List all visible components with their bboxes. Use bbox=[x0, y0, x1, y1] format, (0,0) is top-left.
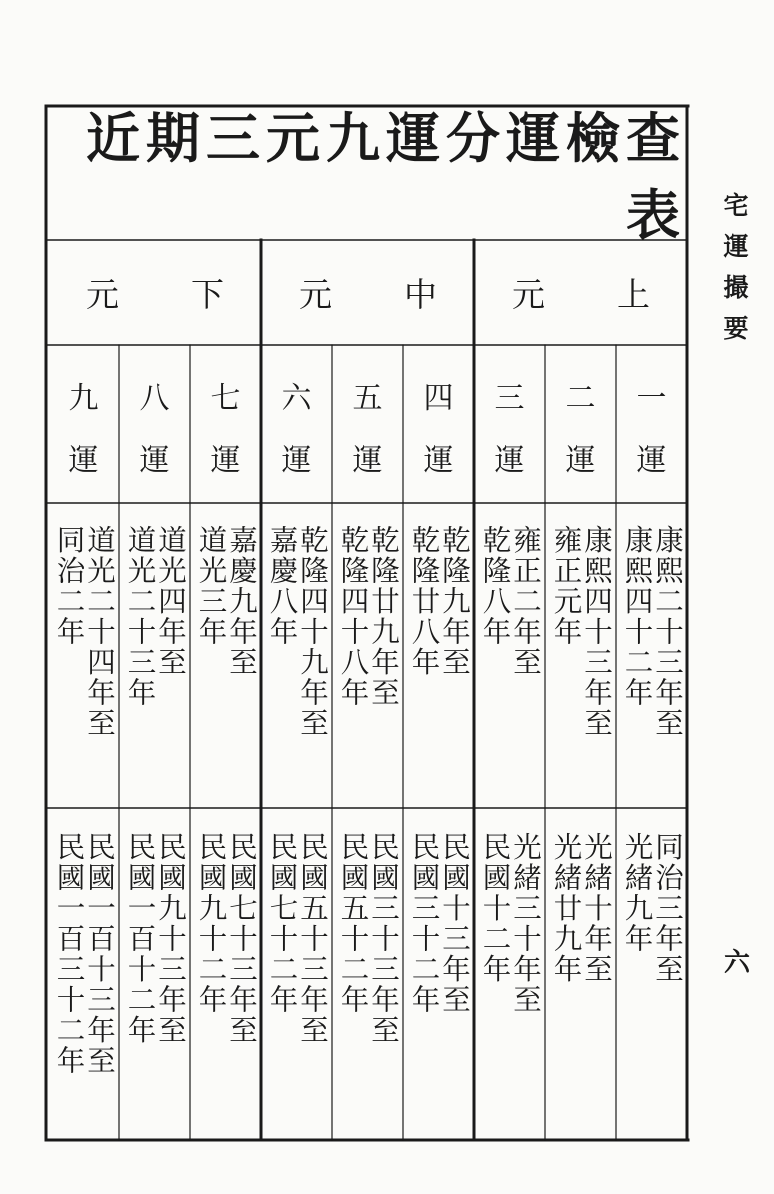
year-start: 嘉慶九年至 bbox=[225, 525, 258, 678]
year-start: 光緒三十年至 bbox=[509, 832, 542, 1015]
years-first-8 bbox=[119, 525, 190, 708]
era-upper-name: 上 bbox=[617, 275, 650, 314]
era-middle-name: 中 bbox=[404, 275, 437, 314]
years-second-1 bbox=[616, 832, 687, 985]
era-lower bbox=[48, 240, 262, 345]
yun-header-5 bbox=[332, 345, 403, 503]
yun-number: 四 bbox=[423, 381, 454, 416]
yun-header-4 bbox=[403, 345, 474, 503]
year-start: 道光四年至 bbox=[154, 525, 187, 678]
years-second-2 bbox=[545, 832, 616, 985]
year-start: 民國九十三年至 bbox=[154, 832, 187, 1046]
yun-label: 運 bbox=[352, 443, 383, 478]
year-end: 光緒廿九年 bbox=[549, 832, 583, 985]
yun-header-8 bbox=[119, 345, 190, 503]
yun-number: 八 bbox=[139, 381, 170, 416]
year-end: 道光三年 bbox=[194, 525, 228, 647]
years-first-9 bbox=[48, 525, 119, 739]
yun-label: 運 bbox=[210, 443, 241, 478]
year-end: 乾隆四十八年 bbox=[336, 525, 370, 708]
year-start: 民國一百十三年至 bbox=[83, 832, 116, 1076]
years-second-8 bbox=[119, 832, 190, 1046]
year-start: 道光二十四年至 bbox=[83, 525, 116, 739]
years-second-6 bbox=[261, 832, 332, 1046]
yun-number: 五 bbox=[352, 381, 383, 416]
yun-number: 一 bbox=[636, 381, 667, 416]
year-end: 民國三十二年 bbox=[407, 832, 441, 1015]
year-end: 雍正元年 bbox=[549, 525, 583, 647]
yun-label: 運 bbox=[565, 443, 596, 478]
side-title: 宅運撮要 bbox=[720, 192, 749, 356]
year-start: 光緒十年至 bbox=[580, 832, 613, 985]
yun-header-2 bbox=[545, 345, 616, 503]
era-lower-suffix: 元 bbox=[86, 275, 119, 314]
year-start: 雍正二年至 bbox=[509, 525, 542, 678]
era-upper bbox=[474, 240, 688, 345]
yun-label: 運 bbox=[636, 443, 667, 478]
yun-header-3 bbox=[474, 345, 545, 503]
year-end: 民國七十二年 bbox=[265, 832, 299, 1015]
year-end: 乾隆廿八年 bbox=[407, 525, 441, 678]
era-upper-suffix: 元 bbox=[512, 275, 545, 314]
year-start: 民國五十三年至 bbox=[296, 832, 329, 1046]
era-middle-suffix: 元 bbox=[299, 275, 332, 314]
yun-label: 運 bbox=[139, 443, 170, 478]
year-start: 康熙二十三年至 bbox=[651, 525, 684, 739]
year-end: 光緒九年 bbox=[620, 832, 654, 954]
yun-number: 七 bbox=[210, 381, 241, 416]
yun-number: 九 bbox=[68, 381, 99, 416]
year-end: 民國十二年 bbox=[478, 832, 512, 985]
year-end: 民國一百十二年 bbox=[123, 832, 157, 1046]
yun-label: 運 bbox=[281, 443, 312, 478]
yun-header-7 bbox=[190, 345, 261, 503]
years-second-4 bbox=[403, 832, 474, 1015]
yun-header-1 bbox=[616, 345, 687, 503]
yun-label: 運 bbox=[68, 443, 99, 478]
year-end: 同治二年 bbox=[52, 525, 86, 647]
years-second-7 bbox=[190, 832, 261, 1046]
year-start: 乾隆九年至 bbox=[438, 525, 471, 678]
years-first-1 bbox=[616, 525, 687, 739]
table-title: 近期三元九運分運檢查表 bbox=[86, 106, 686, 247]
year-start: 同治三年至 bbox=[651, 832, 684, 985]
year-end: 民國五十二年 bbox=[336, 832, 370, 1015]
year-end: 乾隆八年 bbox=[478, 525, 512, 647]
year-end: 道光二十三年 bbox=[123, 525, 157, 708]
yun-header-6 bbox=[261, 345, 332, 503]
year-start: 康熙四十三年至 bbox=[580, 525, 613, 739]
year-start: 乾隆四十九年至 bbox=[296, 525, 329, 739]
years-first-7 bbox=[190, 525, 261, 678]
year-end: 嘉慶八年 bbox=[265, 525, 299, 647]
year-start: 乾隆廿九年至 bbox=[367, 525, 400, 708]
yun-header-9 bbox=[48, 345, 119, 503]
yun-number: 二 bbox=[565, 381, 596, 416]
yun-label: 運 bbox=[494, 443, 525, 478]
year-end: 民國九十二年 bbox=[194, 832, 228, 1015]
years-first-2 bbox=[545, 525, 616, 739]
yun-number: 六 bbox=[281, 381, 312, 416]
years-first-6 bbox=[261, 525, 332, 739]
year-start: 民國七十三年至 bbox=[225, 832, 258, 1046]
era-lower-name: 下 bbox=[191, 275, 224, 314]
yun-label: 運 bbox=[423, 443, 454, 478]
year-end: 康熙四十二年 bbox=[620, 525, 654, 708]
era-middle bbox=[261, 240, 475, 345]
years-second-3 bbox=[474, 832, 545, 1015]
years-second-5 bbox=[332, 832, 403, 1046]
year-end: 民國一百三十二年 bbox=[52, 832, 86, 1076]
years-first-3 bbox=[474, 525, 545, 678]
years-second-9 bbox=[48, 832, 119, 1076]
years-first-5 bbox=[332, 525, 403, 708]
year-start: 民國十三年至 bbox=[438, 832, 471, 1015]
yun-number: 三 bbox=[494, 381, 525, 416]
year-start: 民國三十三年至 bbox=[367, 832, 400, 1046]
years-first-4 bbox=[403, 525, 474, 678]
page-number: 六 bbox=[724, 948, 751, 978]
